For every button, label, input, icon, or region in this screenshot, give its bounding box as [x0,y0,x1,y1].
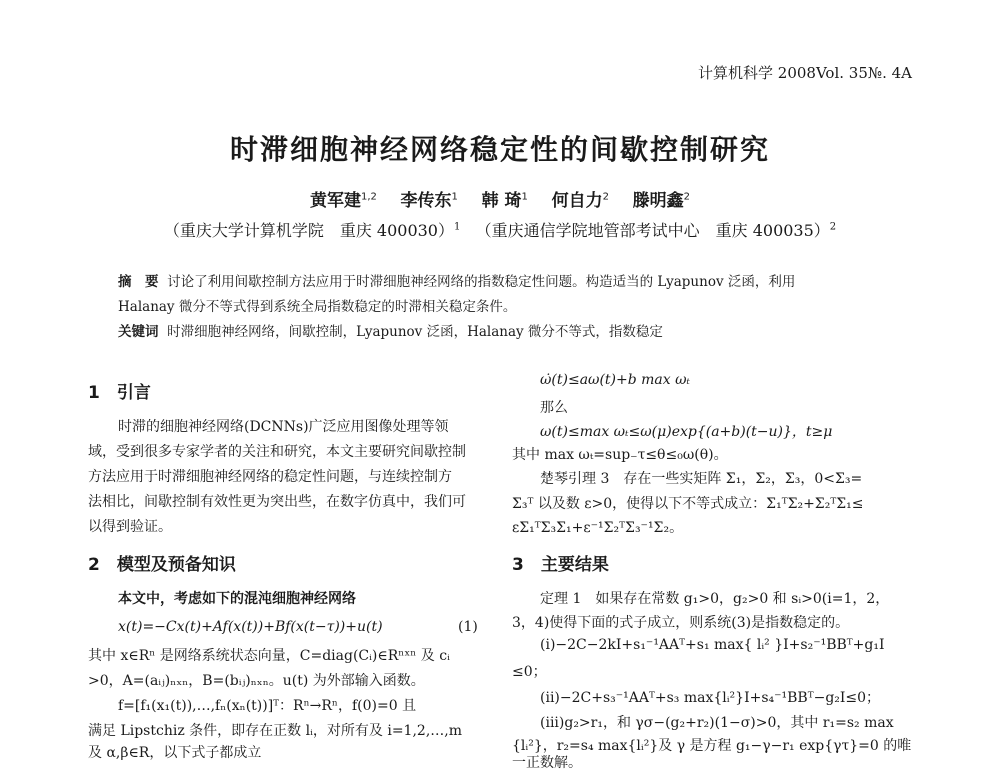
theorem-line: 定理 1 如果存在常数 g₁>0，g₂>0 和 sᵢ>0(i=1，2， [540,591,890,607]
author: 黄军建$^{1,2}$ [309,191,377,211]
lemma-line: εΣ₁ᵀΣ₃Σ₁+ε⁻¹Σ₂ᵀΣ₃⁻¹Σ₂。 [512,520,684,536]
affiliation: （重庆通信学院地管部考试中心 重庆 400035）$^2$ [475,221,837,240]
paragraph-line: 法相比，间歇控制有效性更为突出些，在数字仿真中，我们可 [88,494,466,510]
abstract-label: 摘 要 [118,274,159,290]
section-heading-model: 2 模型及预备知识 [88,555,236,575]
abstract-line-2: Halanay 微分不等式得到系统全局指数稳定的时滞相关稳定条件。 [118,299,517,315]
paragraph-line: >0，A=(aᵢⱼ)ₙₓₙ，B=(bᵢⱼ)ₙₓₙ。u(t) 为外部输入函数。 [88,673,425,689]
equation-1: x(t)=−Cx(t)+Af(x(t))+Bf(x(t−τ))+u(t) [118,619,383,635]
affiliation: （重庆大学计算机学院 重庆 400030）$^1$ [163,221,461,240]
paper-title: 时滞细胞神经网络稳定性的间歇控制研究 [229,133,770,166]
paragraph-line: f=[f₁(x₁(t)),…,fₙ(xₙ(t))]ᵀ：Rⁿ→Rⁿ，f(0)=0 且 [118,698,417,714]
inequality: ω(t)≤max ωₜ≤ω(μ)exp{(a+b)(t−u)}，t≥μ [540,424,833,440]
equation-number: (1) [458,619,478,635]
author: 韩 琦$^1$ [481,191,528,211]
theorem-line: 一正数解。 [512,755,582,771]
lemma-line: 楚琴引理 3 存在一些实矩阵 Σ₁，Σ₂，Σ₃，0<Σ₃= [540,471,863,487]
affiliations [0,218,1000,241]
author: 滕明鑫$^2$ [632,191,691,211]
journal-header: 计算机科学 2008Vol. 35№. 4A [698,64,912,82]
section-heading-intro: 1 引言 [88,383,151,403]
author: 李传东$^1$ [400,191,458,211]
paragraph-line: 以得到验证。 [88,519,172,535]
paragraph-line: 那么 [540,400,568,416]
paragraph-line: 本文中，考虑如下的混沌细胞神经网络 [118,591,356,607]
theorem-line: {lᵢ²}，r₂=s₄ max{lᵢ²}及 γ 是方程 g₁−γ−r₁ exp{γτ}=0 的唯 [512,738,912,754]
paragraph-line: 域，受到很多专家学者的关注和研究，本文主要研究间歇控制 [88,444,466,460]
theorem-line: (iii)g₂>r₁，和 γσ−(g₂+r₂)(1−σ)>0，其中 r₁=s₂ max [540,715,894,731]
author: 何自力$^2$ [551,191,609,211]
theorem-line: 3，4)使得下面的式子成立，则系统(3)是指数稳定的。 [512,615,850,631]
keywords-label: 关键词 [118,324,159,340]
lemma-line: Σ₃ᵀ 以及数 ε>0，使得以下不等式成立：Σ₁ᵀΣ₂+Σ₂ᵀΣ₁≤ [512,496,864,512]
theorem-line: (ii)−2C+s₃⁻¹AAᵀ+s₃ max{lᵢ²}I+s₄⁻¹BBᵀ−g₂I≤0； [540,690,881,706]
paragraph-line: 满足 Lipstchiz 条件，即存在正数 lᵢ，对所有及 i=1,2,…,m [88,723,463,739]
paragraph-line: 时滞的细胞神经网络(DCNNs)广泛应用图像处理等领 [118,419,449,435]
keywords-line: 关键词 时滞细胞神经网络，间歇控制，Lyapunov 泛函，Halanay 微分不等式，指数稳定 [118,324,663,340]
theorem-line: ≤0； [512,664,547,680]
paragraph-line: 其中 max ωₜ=sup₋τ≤θ≤₀ω(θ)。 [512,447,728,463]
paragraph-line: 及 α,β∈R，以下式子都成立 [88,745,262,761]
inequality: ω̇(t)≤aω(t)+b max ωₜ [540,372,690,388]
theorem-line: (i)−2C−2kI+s₁⁻¹AAᵀ+s₁ max{ lᵢ² }I+s₂⁻¹BBᵀ+g₁I [540,637,885,653]
paragraph-line: 方法应用于时滞细胞神经网络的稳定性问题，与连续控制方 [88,469,452,485]
abstract-line-1: 摘 要 讨论了利用间歇控制方法应用于时滞细胞神经网络的指数稳定性问题。构造适当的 Lyapunov 泛函，利用 [118,274,796,290]
author-list [0,186,1000,211]
section-heading-results: 3 主要结果 [512,555,609,575]
paragraph-line: 其中 x∈Rⁿ 是网络系统状态向量，C=diag(Cᵢ)∈Rⁿˣⁿ 及 cᵢ [88,648,450,664]
